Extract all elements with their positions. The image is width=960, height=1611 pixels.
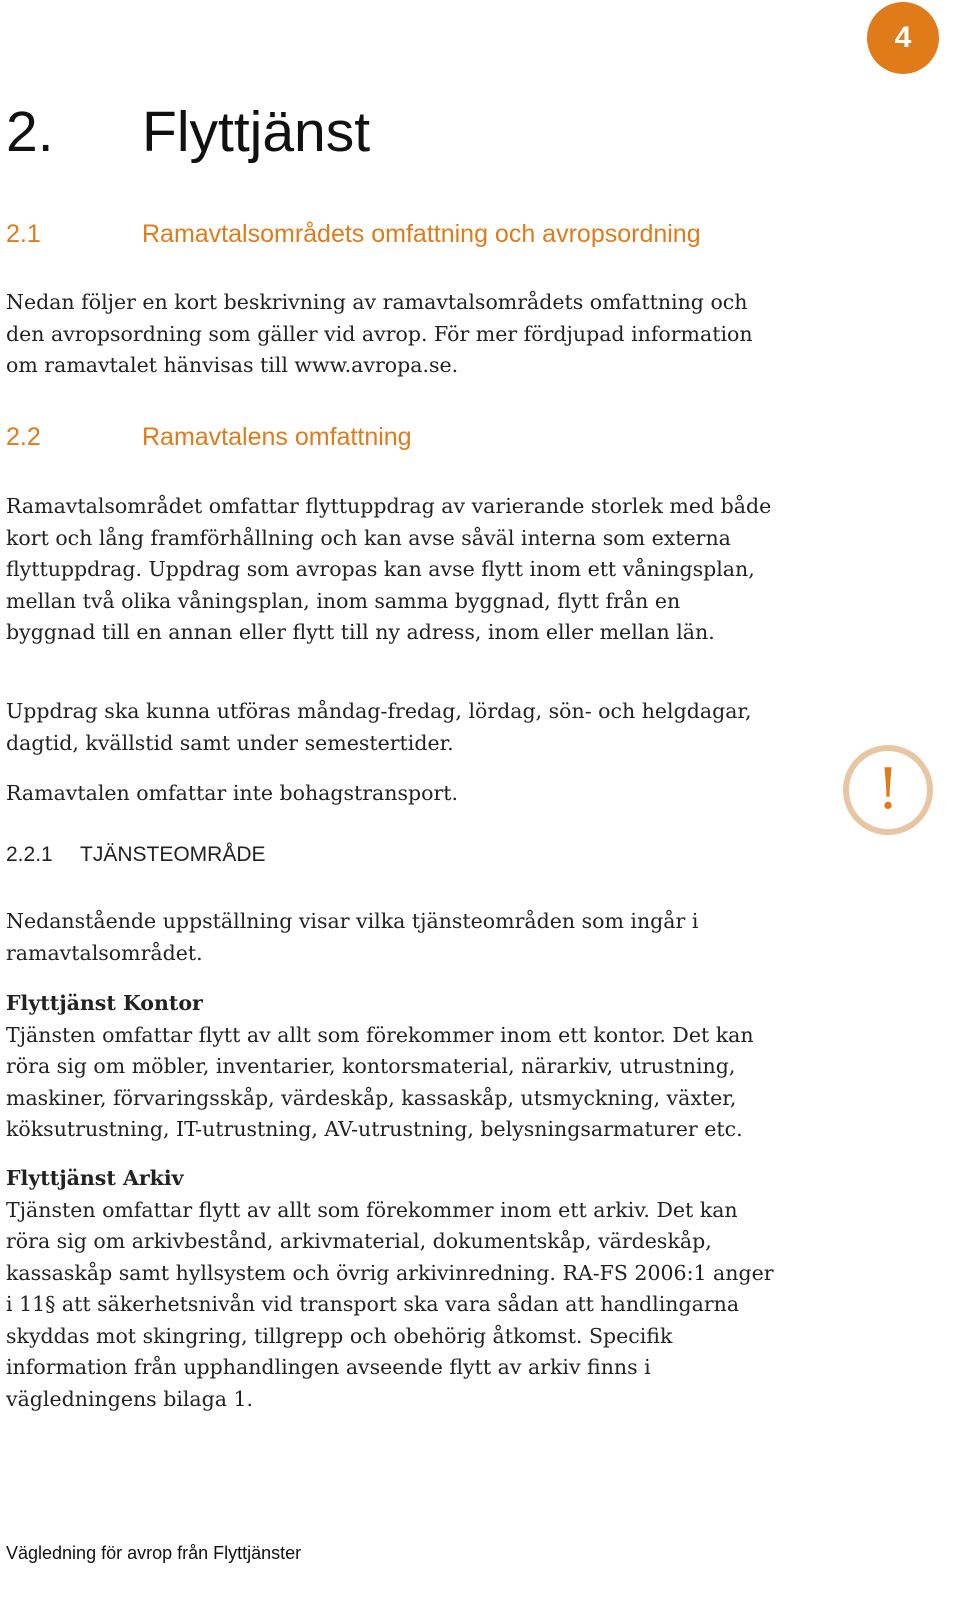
chapter-heading [6,100,371,164]
section-2-2-heading [6,425,412,450]
kontor-block [6,988,776,1146]
section-2-2-paragraph-2: Uppdrag ska kunna utföras måndag-fredag, lördag, sön- och helgdagar, dagtid, kvällstid samt under semestertider. [6,699,752,755]
section-2-2-title: Ramavtalens omfattning [142,423,412,451]
section-2-1-body: Nedan följer en kort beskrivning av ramavtalsområdets omfattning och den avropsordning som gäller vid avrop. För mer fördjupad information om ramavtalet hänvisas till www.avropa.se. [6,290,753,377]
exclamation-icon: ! [843,745,933,835]
kontor-body: Tjänsten omfattar flytt av allt som förekommer inom ett kontor. Det kan röra sig om möbler, inventarier, kontorsmaterial, närarkiv, utrustning, maskiner, förvaringsskåp, värdeskåp, kassaskåp, utsmyckning, växter, köksutrustning, IT-utrustning, AV-utrustning, belysningsarmaturer etc. [6,1022,754,1141]
page-number-badge: 4 [867,2,939,74]
arkiv-title: Flyttjänst Arkiv [6,1166,184,1190]
chapter-title: Flyttjänst [142,100,371,164]
section-2-2-number: 2.2 [6,423,41,451]
kontor-title: Flyttjänst Kontor [6,991,203,1015]
chapter-number: 2. [6,100,54,164]
section-2-1-number: 2.1 [6,220,41,248]
section-2-1-title: Ramavtalsområdets omfattning och avropsordning [142,220,701,248]
section-2-2-1-intro: Nedanstående uppställning visar vilka tjänsteområden som ingår i ramavtalsområdet. [6,909,699,965]
page-footer: Vägledning för avrop från Flyttjänster [6,1543,302,1563]
arkiv-body: Tjänsten omfattar flytt av allt som förekommer inom ett arkiv. Det kan röra sig om arkivbestånd, arkivmaterial, dokumentskåp, värdeskåp, kassaskåp samt hyllsystem och övrig arkivinredning. RA-FS 2006:1 anger i 11§ att säkerhetsnivån vid transport ska vara sådan att handlingarna skyddas mot skingring, tillgrepp och obehörig åtkomst. Specifik information från upphandlingen avseende flytt av arkiv finns i vägledningens bilaga 1. [6,1197,774,1411]
section-2-1-heading [6,222,701,247]
arkiv-block [6,1163,776,1415]
section-2-2-paragraph-3: Ramavtalen omfattar inte bohagstransport. [6,781,459,805]
section-2-2-paragraph-1: Ramavtalsområdet omfattar flyttuppdrag av varierande storlek med både kort och lång framförhållning och kan avse såväl interna som externa flyttuppdrag. Uppdrag som avropas kan avse flytt inom ett våningsplan, mellan två olika våningsplan, inom samma byggnad, flytt från en byggnad till en annan eller flytt till ny adress, inom eller mellan län. [6,494,772,644]
section-2-2-1-title: TJÄNSTEOMRÅDE [80,843,266,866]
section-2-2-1-number: 2.2.1 [6,843,53,866]
section-2-2-1-heading [6,844,266,865]
